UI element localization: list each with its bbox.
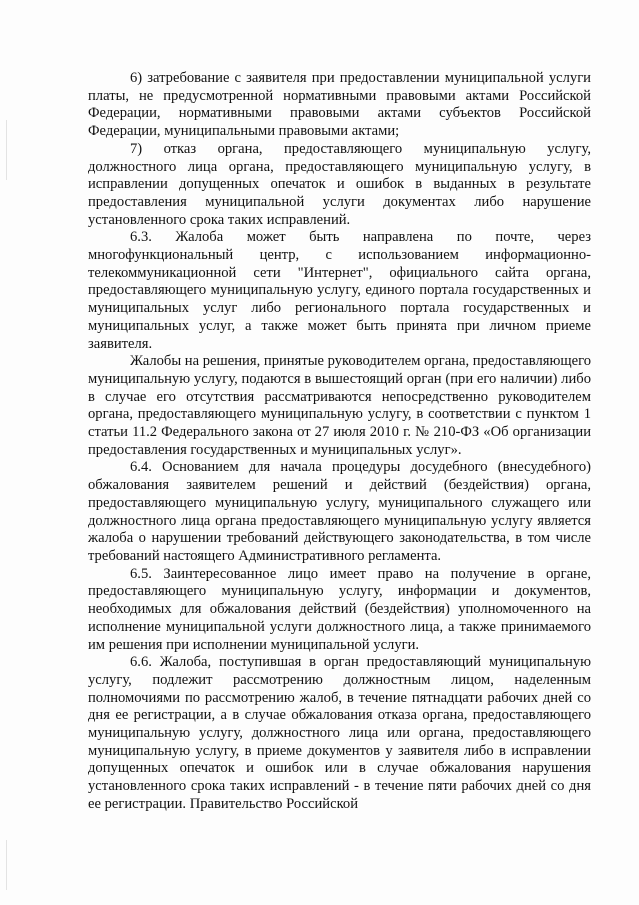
document-body — [88, 70, 591, 814]
paragraph-item-7: 7) отказ органа, предоставляющего муниципальную услугу, должностного лица органа, предоставляющего муниципальную услугу, в исправлении допущенных опечаток и ошибок в выданных в результате предоставления муниципальной услуги документах либо нарушение установленного срока таких исправлений. — [88, 140, 591, 228]
paragraph-6-3: 6.3. Жалоба может быть направлена по почте, через многофункциональный центр, с использованием информационно-телекоммуникационной сети "Интернет", официального сайта органа, предоставляющего муниципальную услугу, единого портала государственных и муниципальных услуг либо регионального портала государственных и муниципальных услуг, а также может быть принята при личном приеме заявителя. — [88, 229, 591, 352]
paragraph-6-6: 6.6. Жалоба, поступившая в орган предоставляющий муниципальную услугу, подлежит рассмотрению должностным лицом, наделенным полномочиями по рассмотрению жалоб, в течение пятнадцати рабочих дней со дня ее регистрации, а в случае обжалования отказа органа, предоставляющего муниципальную услугу, должностного лица или органа, предоставляющего муниципальную услугу, в приеме документов у заявителя либо в исправлении допущенных опечаток и ошибок или в случае обжалования нарушения установленного срока таких исправлений - в течение пяти рабочих дней со дня ее регистрации. Правительство Российской — [88, 654, 591, 812]
paragraph-complaints: Жалобы на решения, принятые руководителем органа, предоставляющего муниципальную услугу, подаются в вышестоящий орган (при его наличии) либо в случае его отсутствия рассматриваются непосредственно руководителем органа, предоставляющего муниципальную услугу, в соответствии с пунктом 1 статьи 11.2 Федерального закона от 27 июля 2010 г. № 210-ФЗ «Об организации предоставления государственных и муниципальных услуг». — [88, 353, 591, 458]
paragraph-item-6: 6) затребование с заявителя при предоставлении муниципальной услуги платы, не предусмотренной нормативными правовыми актами Российской Федерации, нормативными правовыми актами субъектов Российской Федерации, муниципальными правовыми актами; — [88, 70, 591, 140]
paragraph-6-4: 6.4. Основанием для начала процедуры досудебного (внесудебного) обжалования заявителем решений и действий (бездействия) органа, предоставляющего муниципальную услугу, муниципального служащего или должностного лица органа предоставляющего муниципальную услугу является жалоба о нарушении требований действующего законодательства, в том числе требований настоящего Административного регламента. — [88, 459, 591, 564]
paragraph-6-5: 6.5. Заинтересованное лицо имеет право на получение в органе, предоставляющего муниципальную услугу, информации и документов, необходимых для обжалования действий (бездействия) уполномоченного на исполнение муниципальной услуги должностного лица, а также принимаемого им решения при исполнении муниципальной услуги. — [88, 565, 591, 653]
scan-edge-mark — [6, 840, 7, 890]
scan-edge-mark — [6, 120, 7, 180]
